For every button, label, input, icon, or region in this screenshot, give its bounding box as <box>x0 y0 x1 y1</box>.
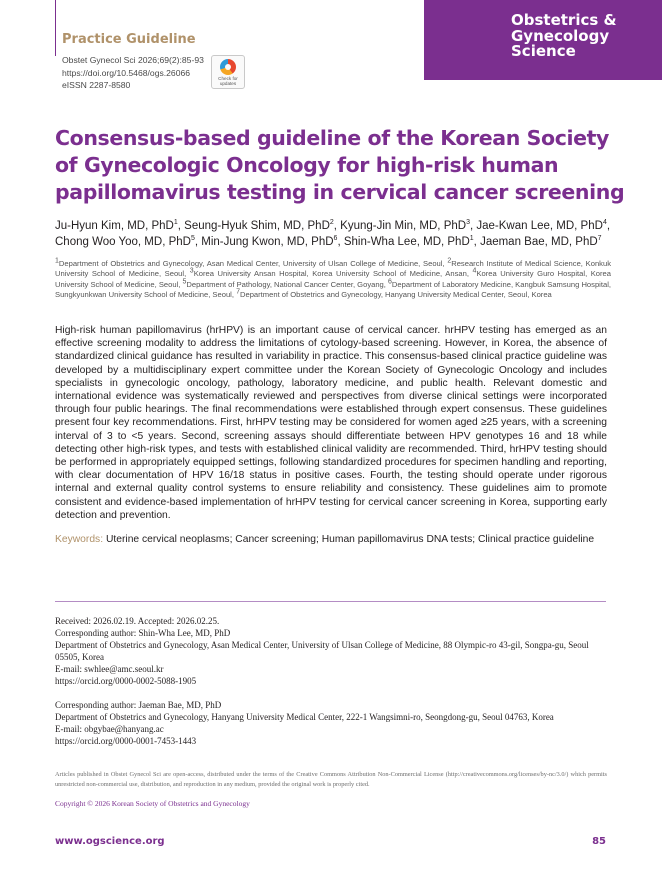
citation: Obstet Gynecol Sci 2026;69(2):85-93 <box>62 55 204 65</box>
corresponding-orcid[interactable]: https://orcid.org/0000-0002-5088-1905 <box>55 676 197 686</box>
journal-website[interactable]: www.ogscience.org <box>55 836 165 847</box>
copyright: Copyright © 2026 Korean Society of Obstetrics and Gynecology <box>55 799 250 808</box>
author-line: Chong Woo Yoo, MD, PhD$^5$, Min-Jung Kwon, MD, PhD$^6$, Shin-Wha Lee, MD, PhD$^1$, Jaeman Bae, MD, PhD$^7$ <box>55 235 602 248</box>
author-affiliation-mark: 7 <box>597 235 602 243</box>
check-for-updates-label: Check for updates <box>218 76 238 86</box>
affiliation: Korea University Guro Hospital, Korea University School of Medicine, Seoul, <box>55 269 612 289</box>
corresponding-address: Department of Obstetrics and Gynecology, Hanyang University Medical Center, 222-1 Wangsimni-ro, Seongdong-gu, Seoul 04763, Korea <box>55 712 554 722</box>
eissn: eISSN 2287-8580 <box>62 80 131 90</box>
correspondence-block <box>55 615 607 747</box>
header-rule <box>55 0 56 56</box>
affiliations: $^1$Department of Obstetrics and Gynecology, Asan Medical Center, University of Ulsan College of Medicine, Seoul, $^2$Research Institute of Medical Science, Konkuk University School of Medicine, Seoul, $^3$Korea University Ansan Hospital, Korea University School of Medicine, Ansan, $^4$Korea University Guro Hospital, Korea University School of Medicine, Seoul, $^5$Department of Pathology, National Cancer Center, Goyang, $^6$Department of Laboratory Medicine, Kangbuk Samsung Hospital, Sungkyunkwan University School of Medicine, Seoul, $^7$Department of Obstetrics and Gynecology, Hanyang University Medical Center, Seoul, Korea <box>55 257 612 300</box>
abstract: High-risk human papillomavirus (hrHPV) is an important cause of cervical cancer. hrHPV testing has emerged as an effective screening modality to address the limitations of cytology-based screening. However, in Korea, the absence of standardized clinical guidance has resulted in variability in practice. This consensus-based clinical practice guideline was developed by a multidisciplinary expert committee under the Korean Society of Gynecologic Oncology and includes specialists in gynecologic oncology, pathology, laboratory medicine, and public health. Relevant domestic and international evidence was systematically reviewed and perspectives from diverse clinical settings were incorporated through four public hearings. The final recommendations were established through expert consensus. These guidelines present four key recommendations. First, hrHPV testing may be considered for women aged ≥25 years, with a screening interval of 3 to <5 years. Second, screening assays should differentiate between HPV genotypes 16 and 18 while detecting other high-risk types, and tests with established clinical validity are recommended. Third, hrHPV testing should be performed in appropriately equipped settings, following standardized procedures for specimen handling and reporting, with clear documentation of HPV 16/18 status in positive cases. Fourth, the testing should operate under rigorous internal and external quality control systems to ensure reliability and consistency. These guidelines aim to promote consistent and evidence-based implementation of hrHPV testing for cervical cancer screening in Korea, supporting early detection and prevention. <box>55 325 607 521</box>
author-name: Jaeman Bae, MD, PhD <box>480 236 598 248</box>
article-title <box>55 125 625 206</box>
title-line: Consensus-based guideline of the Korean Society <box>55 126 609 150</box>
received-accepted-dates: Received: 2026.02.19. Accepted: 2026.02.25. <box>55 616 220 626</box>
page-number: 85 <box>592 836 606 847</box>
title-line: papillomavirus testing in cervical cancer screening <box>55 180 625 204</box>
author-name: Shin-Wha Lee, MD, PhD <box>343 236 470 248</box>
author-name: Ju-Hyun Kim, MD, PhD <box>55 220 174 232</box>
doi-link[interactable]: https://doi.org/10.5468/ogs.26066 <box>62 67 191 78</box>
affiliation: Korea University Ansan Hospital, Korea University School of Medicine, Ansan, <box>193 269 473 279</box>
journal-name-line: Obstetrics & <box>511 11 617 29</box>
author-affiliation-mark: 1 <box>469 235 474 243</box>
citation-block <box>62 54 204 92</box>
author-name: Chong Woo Yoo, MD, PhD <box>55 236 191 248</box>
corresponding-author: Corresponding author: Jaeman Bae, MD, PhD <box>55 700 222 710</box>
journal-banner <box>424 0 662 80</box>
footnote-divider <box>55 601 606 602</box>
corresponding-author: Corresponding author: Shin-Wha Lee, MD, PhD <box>55 628 231 638</box>
author-affiliation-mark: 3 <box>466 219 470 227</box>
license-notice: Articles published in Obstet Gynecol Sci are open-access, distributed under the terms of the Creative Commons Attribution Non-Commercial License (http://creativecommons.org/licenses/by-nc/3.0/) which permits unrestricted non-commercial use, distribution, and reproduction in any medium, provided the original work is properly cited. <box>55 771 607 788</box>
affiliation: Research Institute of Medical Science, Konkuk University School of Medicine, Seoul, <box>55 259 611 279</box>
corresponding-orcid[interactable]: https://orcid.org/0000-0001-7453-1443 <box>55 736 197 746</box>
keywords-label: Keywords: <box>55 534 104 545</box>
affiliation: Department of Pathology, National Cancer Center, Goyang, <box>186 279 389 289</box>
section-label: Practice Guideline <box>62 32 196 47</box>
corresponding-email[interactable]: E-mail: obgybae@hanyang.ac <box>55 724 164 734</box>
author-line: Ju-Hyun Kim, MD, PhD$^1$, Seung-Hyuk Shim, MD, PhD$^2$, Kyung-Jin Min, MD, PhD$^3$, Jae-Kwan Lee, MD, PhD$^4$, <box>55 219 611 232</box>
corresponding-email[interactable]: E-mail: swhlee@amc.seoul.kr <box>55 664 164 674</box>
author-affiliation-mark: 1 <box>173 219 178 227</box>
keywords-list: Uterine cervical neoplasms; Cancer screening; Human papillomavirus DNA tests; Clinical practice guideline <box>105 534 595 545</box>
author-affiliation-mark: 4 <box>602 219 607 227</box>
author-affiliation-mark: 2 <box>329 219 334 227</box>
author-list <box>55 218 615 250</box>
keywords <box>55 533 615 546</box>
author-name: Seung-Hyuk Shim, MD, PhD <box>184 220 330 232</box>
affiliation: Department of Laboratory Medicine, Kangbuk Samsung Hospital, Sungkyunkwan University School of Medicine, Seoul, <box>55 279 611 300</box>
author-affiliation-mark: 6 <box>333 235 338 243</box>
author-name: Kyung-Jin Min, MD, PhD <box>340 220 467 232</box>
author-affiliation-mark: 5 <box>190 235 195 243</box>
author-name: Min-Jung Kwon, MD, PhD <box>201 236 334 248</box>
title-line: of Gynecologic Oncology for high-risk human <box>55 153 559 177</box>
journal-name-line: Science <box>511 42 576 60</box>
corresponding-address: Department of Obstetrics and Gynecology, Asan Medical Center, University of Ulsan College of Medicine, 88 Olympic-ro 43-gil, Songpa-gu, Seoul 05505, Korea <box>55 640 589 662</box>
author-name: Jae-Kwan Lee, MD, PhD <box>476 220 603 232</box>
check-for-updates-badge[interactable] <box>211 55 245 89</box>
affiliation: Department of Obstetrics and Gynecology, Hanyang University Medical Center, Seoul, Korea <box>240 290 552 300</box>
journal-name-line: Gynecology <box>511 26 610 45</box>
crossmark-icon <box>220 59 236 75</box>
affiliation: Department of Obstetrics and Gynecology, Asan Medical Center, University of Ulsan College of Medicine, Seoul, <box>58 259 448 268</box>
